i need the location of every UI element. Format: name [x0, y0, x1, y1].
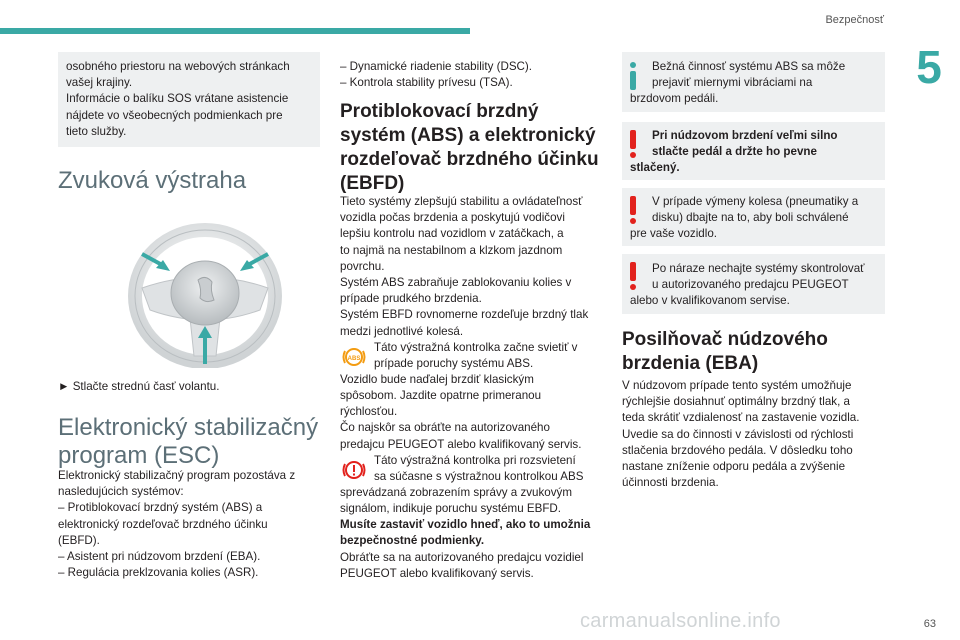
brake-warning-lamp-icon — [341, 457, 367, 483]
eba-paragraph — [622, 378, 859, 491]
abs-line: Čo najskôr sa obráťte na autorizovaného — [340, 421, 550, 435]
abs-line: Obráťte sa na autorizovaného predajcu vozidiel — [340, 550, 584, 564]
abs-line: predajcu PEUGEOT alebo kvalifikovaný servis. — [340, 437, 582, 451]
abs-line: rýchlosťou. — [340, 405, 398, 419]
warning-icon — [630, 196, 636, 224]
warning-line: disku) dbajte na to, aby boli schválené — [652, 211, 849, 225]
eba-line: V núdzovom prípade tento systém umožňuje — [622, 379, 852, 392]
heading-abs-line: rozdeľovač brzdného účinku — [340, 149, 599, 170]
bold-line: Musíte zastaviť vozidlo hneď, ako to umožnia — [340, 518, 591, 532]
esc-line: – Asistent pri núdzovom brzdení (EBA). — [58, 550, 261, 564]
heading-esc — [58, 414, 318, 470]
warning-icon — [630, 262, 636, 290]
warning-line: Po náraze nechajte systémy skontrolovať — [652, 262, 865, 275]
warning-box-collision — [622, 254, 885, 314]
esc-list-continued — [340, 59, 532, 91]
abs-line: Systém ABS zabraňuje zablokovaniu kolies v — [340, 276, 572, 290]
abs-line: spôsobom. Jazdite opatrne primeranou — [340, 389, 542, 403]
esc-paragraph — [58, 468, 295, 581]
svg-text:ABS: ABS — [347, 355, 361, 362]
abs-line: medzi jednotlivé kolesá. — [340, 324, 464, 338]
list-item: – Dynamické riadenie stability (DSC). — [340, 60, 533, 73]
list-item: – Kontrola stability prívesu (TSA). — [340, 76, 513, 90]
abs-paragraph — [340, 194, 605, 582]
esc-line: – Protiblokovací brzdný systém (ABS) a — [58, 501, 263, 515]
abs-line: prípade prudkého brzdenia. — [340, 292, 482, 306]
eba-line: Uvedie sa do činnosti v závislosti od rýchlosti — [622, 427, 854, 441]
box-line: nájdete vo všeobecných podmienkach pre — [66, 108, 283, 122]
warning-line: Pri núdzovom brzdení veľmi silno — [652, 129, 838, 142]
box-line: osobného priestoru na webových stránkach — [66, 60, 290, 73]
abs-line: Tieto systémy zlepšujú stabilitu a ovládateľnosť — [340, 195, 583, 208]
abs-lamp-row — [340, 340, 605, 372]
eba-line: nastane zníženie odporu pedála a zvýšenie — [622, 460, 846, 474]
esc-line: nasledujúcich systémov: — [58, 485, 184, 499]
lamp-text: prípade poruchy systému ABS. — [374, 357, 534, 371]
heading-abs-line: systém (ABS) a elektronický — [340, 125, 596, 146]
abs-line: Vozidlo bude naďalej brzdiť klasickým — [340, 372, 534, 386]
abs-line: signálom, indikuje poruchu systému EBFD. — [340, 502, 562, 516]
bold-line: bezpečnostné podmienky. — [340, 534, 485, 548]
eba-line: stlačenia brzdového pedála. V dôsledku toho — [622, 443, 853, 457]
steering-wheel-illustration — [120, 218, 290, 368]
eba-line: účinnosti brzdenia. — [622, 476, 719, 490]
box-line: vašej krajiny. — [66, 76, 133, 90]
abs-line: vozidla počas brzdenia a poskytujú vodičovi — [340, 211, 565, 225]
heading-esc-line: program (ESC) — [58, 442, 220, 469]
heading-eba — [622, 328, 828, 376]
info-line: Bežná činnosť systému ABS sa môže — [652, 60, 846, 73]
eba-line: rýchlejšie dosiahnuť optimálny brzdný tlak, a — [622, 395, 850, 409]
heading-abs-line: Protiblokovací brzdný — [340, 101, 539, 122]
abs-line: Systém EBFD rovnomerne rozdeľuje brzdný tlak — [340, 308, 589, 322]
heading-esc-line: Elektronický stabilizačný — [58, 414, 319, 441]
esc-line: (EBFD). — [58, 533, 100, 547]
abs-line: povrchu. — [340, 259, 385, 273]
warning-line: stlačený. — [630, 161, 680, 174]
info-line: prejaviť miernymi vibráciami na — [652, 76, 813, 90]
watermark: carmanualsonline.info — [580, 610, 781, 632]
lamp-text: sa súčasne s výstražnou kontrolkou ABS — [374, 470, 584, 484]
chapter-number: 5 — [898, 38, 960, 96]
info-line: brzdovom pedáli. — [630, 92, 719, 105]
heading-horn-text: Zvuková výstraha — [58, 167, 247, 194]
abs-line: PEUGEOT alebo kvalifikovaný servis. — [340, 566, 534, 580]
heading-eba-line: Posilňovač núdzového — [622, 329, 828, 350]
esc-line: elektronický rozdeľovač brzdného účinku — [58, 517, 268, 531]
lamp-text: Táto výstražná kontrolka začne svietiť v — [374, 340, 578, 354]
warning-line: u autorizovaného predajcu PEUGEOT — [652, 278, 849, 292]
horn-step-text: ► Stlačte strednú časť volantu. — [58, 380, 220, 393]
heading-abs-line: (EBFD) — [340, 173, 405, 194]
ebfd-lamp-row — [340, 453, 605, 485]
warning-line: stlačte pedál a držte ho pevne — [652, 145, 817, 159]
horn-instruction — [58, 379, 219, 395]
abs-line: lepšiu kontrolu nad vozidlom v zatáčkach, a — [340, 227, 564, 241]
warning-box-emergency-braking — [622, 122, 885, 180]
steering-wheel-icon — [120, 218, 290, 368]
esc-line: Elektronický stabilizačný program pozostáva z — [58, 469, 296, 482]
box-line: Informácie o balíku SOS vrátane asistencie — [66, 92, 289, 106]
heading-abs — [340, 100, 599, 196]
eba-line: teda skrátiť vzdialenosť na zastavenie vozidla. — [622, 411, 860, 425]
warning-line: V prípade výmeny kolesa (pneumatiky a — [652, 195, 859, 208]
box-line: tieto služby. — [66, 124, 127, 138]
heading-eba-line: brzdenia (EBA) — [622, 353, 759, 374]
abs-line: sprevádzaná zobrazením správy a zvukovým — [340, 485, 572, 499]
warning-line: alebo v kvalifikovanom servise. — [630, 294, 790, 307]
warning-line: pre vaše vozidlo. — [630, 227, 717, 240]
warning-box-wheel-change — [622, 188, 885, 246]
abs-warning-lamp-icon — [341, 344, 367, 370]
esc-line: – Regulácia preklzovania kolies (ASR). — [58, 566, 259, 580]
warning-icon — [630, 130, 636, 158]
info-box — [622, 52, 885, 112]
page-number: 63 — [923, 618, 936, 630]
header-accent-bar — [0, 28, 470, 34]
info-icon — [630, 62, 636, 90]
abs-line: to najmä na nestabilnom a klzkom jazdnom — [340, 243, 563, 257]
section-title: Bezpečnosť — [825, 14, 884, 26]
lamp-text: Táto výstražná kontrolka pri rozsvietení — [374, 453, 576, 467]
sos-note-box — [58, 52, 320, 147]
heading-horn — [58, 167, 246, 195]
